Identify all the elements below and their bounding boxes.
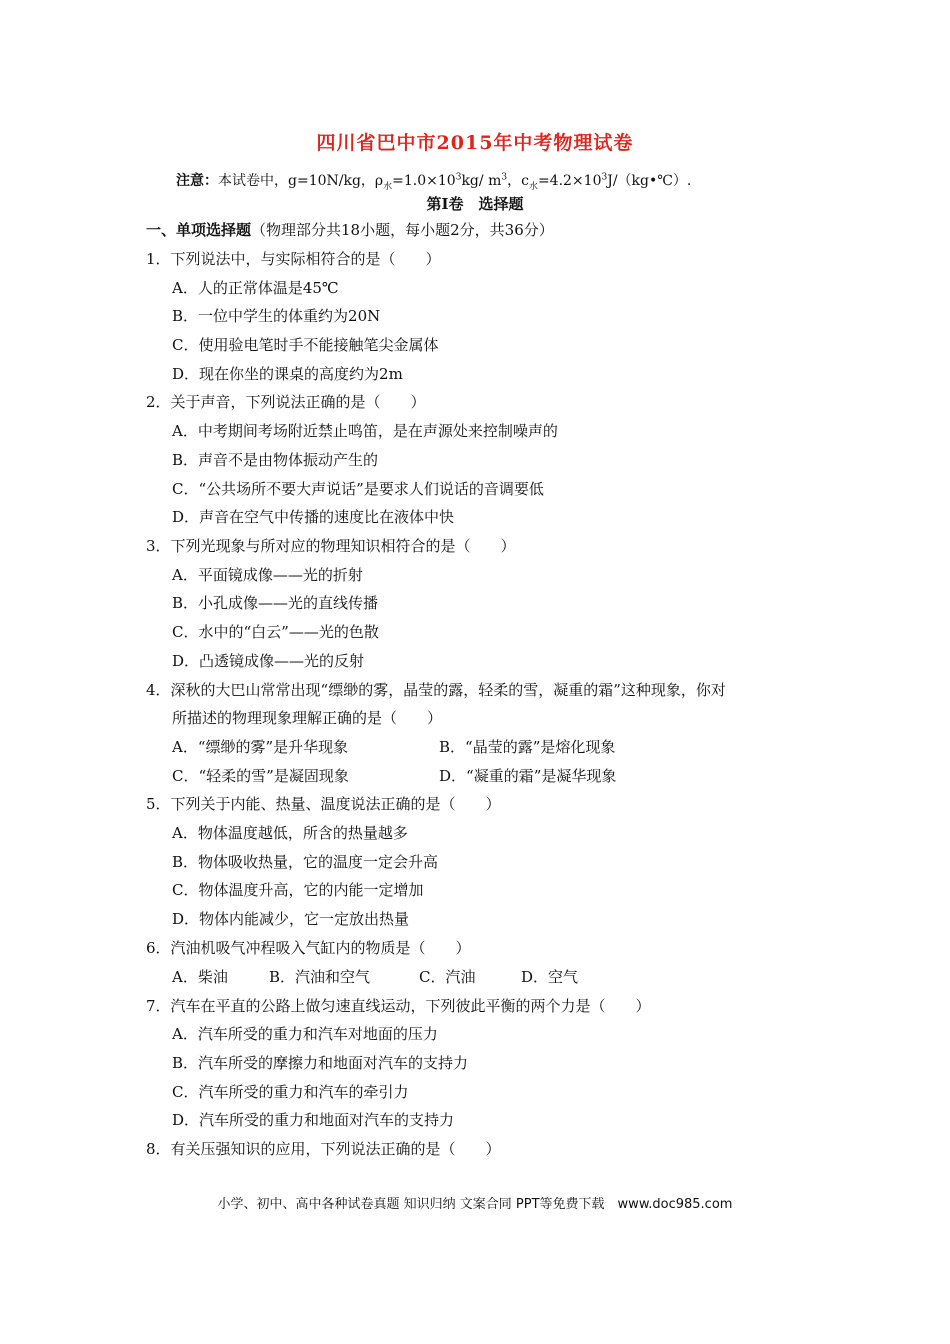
option-row (172, 766, 616, 786)
option: C．“公共场所不要大声说话”是要求人们说话的音调要低 (172, 480, 544, 498)
option: C．汽车所受的重力和汽车的牵引力 (172, 1083, 409, 1101)
c-value: =4.2×10 (537, 173, 602, 189)
note-text: 本试卷中，g=10N/kg，ρ (218, 173, 384, 189)
note-label: 注意： (176, 173, 218, 189)
question-stem-cont: 所描述的物理现象理解正确的是（ ） (172, 709, 443, 727)
question-stem: 4．深秋的大巴山常常出现“缥缈的雾，晶莹的露，轻柔的雪，凝重的霜”这种现象，你对 (146, 681, 726, 699)
option: D．汽车所受的重力和地面对汽车的支持力 (172, 1111, 455, 1129)
option-row (172, 737, 615, 757)
option: B．汽车所受的摩擦力和地面对汽车的支持力 (172, 1054, 469, 1072)
question-stem: 1．下列说法中，与实际相符合的是（ ） (146, 250, 441, 268)
question-stem: 8．有关压强知识的应用，下列说法正确的是（ ） (146, 1140, 501, 1158)
option-row (172, 967, 578, 987)
option: C．“轻柔的雪”是凝固现象 (172, 767, 349, 785)
question-stem: 3．下列光现象与所对应的物理知识相符合的是（ ） (146, 537, 516, 555)
question-stem: 5．下列关于内能、热量、温度说法正确的是（ ） (146, 795, 501, 813)
rho-exponent: 3 (455, 172, 462, 183)
option: B．汽油和空气 (269, 968, 371, 986)
option: D．空气 (521, 968, 579, 986)
option: C．水中的“白云”——光的色散 (172, 623, 379, 641)
option: B．物体吸收热量，它的温度一定会升高 (172, 853, 439, 871)
option: D．声音在空气中传播的速度比在液体中快 (172, 508, 455, 526)
option: D．“凝重的霜”是凝华现象 (439, 767, 617, 785)
section-heading (146, 220, 554, 240)
option: A．人的正常体温是45℃ (172, 279, 339, 297)
c-subscript: 水 (528, 181, 538, 192)
option: A．平面镜成像——光的折射 (172, 566, 363, 584)
rho-value: =1.0×10 (392, 173, 456, 189)
option: A．汽车所受的重力和汽车对地面的压力 (172, 1025, 438, 1043)
c-exponent: 3 (601, 172, 608, 183)
section-desc: （物理部分共18小题，每小题2分，共36分） (251, 221, 554, 239)
option: B．一位中学生的体重约为20N (172, 307, 381, 325)
page-footer: 小学、初中、高中各种试卷真题 知识归纳 文案合同 PPT等免费下载 www.doc985.com (217, 1197, 733, 1212)
rho-unit-exponent: 3 (501, 172, 508, 183)
note-line (176, 170, 691, 192)
option: D．凸透镜成像——光的反射 (172, 652, 365, 670)
section-label: 一、单项选择题 (146, 221, 252, 239)
c-symbol: ，c (507, 173, 529, 189)
option: D．现在你坐的课桌的高度约为2m (172, 365, 403, 383)
option: B．声音不是由物体振动产生的 (172, 451, 379, 469)
option: D．物体内能减少，它一定放出热量 (172, 910, 410, 928)
option: C．物体温度升高，它的内能一定增加 (172, 881, 424, 899)
option: A．“缥缈的雾”是升华现象 (172, 738, 349, 756)
c-unit: J/（kg•℃）. (607, 173, 692, 189)
question-stem: 2．关于声音，下列说法正确的是（ ） (146, 393, 426, 411)
document-title: 四川省巴中市2015年中考物理试卷 (316, 132, 634, 154)
option: C．使用验电笔时手不能接触笔尖金属体 (172, 336, 439, 354)
option: A．中考期间考场附近禁止鸣笛，是在声源处来控制噪声的 (172, 422, 558, 440)
part-title: 第Ⅰ卷 选择题 (426, 195, 524, 213)
option: B．“晶莹的露”是熔化现象 (439, 738, 616, 756)
question-stem: 6．汽油机吸气冲程吸入气缸内的物质是（ ） (146, 939, 471, 957)
option: C．汽油 (419, 968, 476, 986)
rho-subscript: 水 (383, 181, 393, 192)
rho-unit: kg/ m (461, 173, 502, 189)
option: B．小孔成像——光的直线传播 (172, 594, 379, 612)
question-stem: 7．汽车在平直的公路上做匀速直线运动，下列彼此平衡的两个力是（ ） (146, 997, 651, 1015)
option: A．柴油 (172, 968, 228, 986)
option: A．物体温度越低，所含的热量越多 (172, 824, 408, 842)
